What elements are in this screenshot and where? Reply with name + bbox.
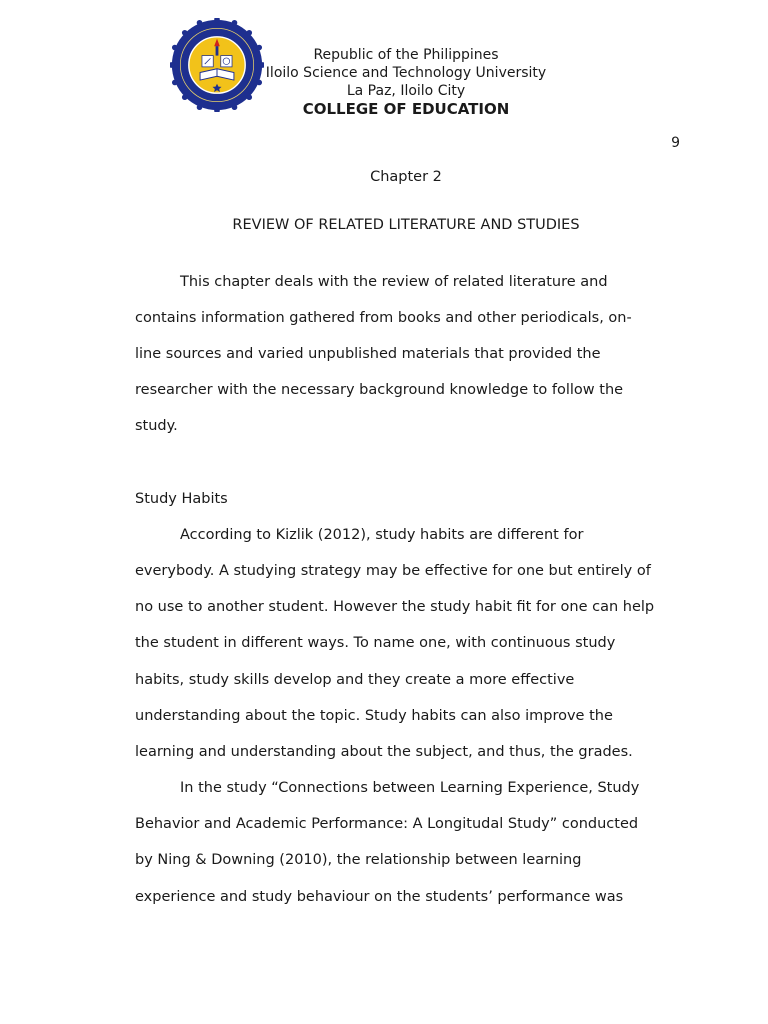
paragraph-line: In the study “Connections between Learning Experience, Study bbox=[180, 780, 640, 796]
paragraph-line: the student in different ways. To name one, with continuous study bbox=[135, 635, 616, 651]
header-college-line: COLLEGE OF EDUCATION bbox=[302, 100, 510, 118]
section-subheading: Study Habits bbox=[135, 491, 228, 507]
paragraph-line: no use to another student. However the study habit fit for one can help bbox=[135, 599, 655, 615]
intro-line: researcher with the necessary background knowledge to follow the bbox=[135, 382, 624, 398]
intro-line: study. bbox=[135, 418, 178, 434]
paragraph-line: According to Kizlik (2012), study habits are different for bbox=[180, 527, 584, 543]
page-number: 9 bbox=[671, 135, 680, 151]
header-university-line: Iloilo Science and Technology University bbox=[265, 65, 547, 81]
chapter-title: REVIEW OF RELATED LITERATURE AND STUDIES bbox=[232, 217, 580, 233]
paragraph-line: experience and study behaviour on the students’ performance was bbox=[135, 889, 624, 905]
intro-line: line sources and varied unpublished materials that provided the bbox=[135, 346, 601, 362]
intro-line: contains information gathered from books and other periodicals, on- bbox=[135, 310, 632, 326]
paragraph-line: learning and understanding about the subject, and thus, the grades. bbox=[135, 744, 633, 760]
paragraph-line: understanding about the topic. Study habits can also improve the bbox=[135, 708, 613, 724]
intro-line: This chapter deals with the review of related literature and bbox=[180, 274, 608, 290]
paragraph-line: everybody. A studying strategy may be effective for one but entirely of bbox=[135, 563, 651, 579]
paragraph-line: by Ning & Downing (2010), the relationship between learning bbox=[135, 852, 582, 868]
paragraph-line: Behavior and Academic Performance: A Longitudal Study” conducted bbox=[135, 816, 639, 832]
paragraph-line: habits, study skills develop and they create a more effective bbox=[135, 672, 575, 688]
header-republic-line: Republic of the Philippines bbox=[313, 47, 499, 63]
header-address-line: La Paz, Iloilo City bbox=[346, 83, 466, 99]
chapter-label: Chapter 2 bbox=[370, 169, 442, 185]
